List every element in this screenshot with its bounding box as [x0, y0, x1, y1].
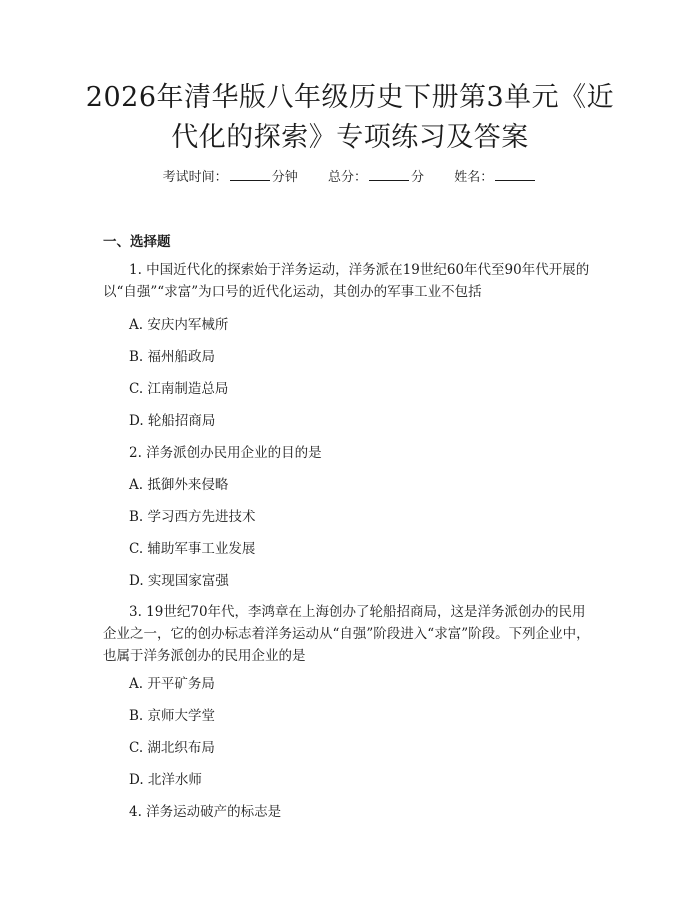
section-title: 一、选择题 — [103, 234, 171, 250]
name-label: 姓名： — [454, 170, 494, 185]
q3-option-b: B. 京师大学堂 — [129, 708, 216, 724]
q3-option-c: C. 湖北织布局 — [129, 740, 215, 756]
time-unit: 分钟 — [271, 170, 298, 185]
question-1: 1. 中国近代化的探索始于洋务运动，洋务派在19世纪60年代至90年代开展的以“自强”“求富”为口号的近代化运动，其创办的军事工业不包括 — [103, 262, 590, 300]
q2-option-b: B. 学习西方先进技术 — [129, 509, 256, 525]
q1-option-b: B. 福州船政局 — [129, 349, 216, 365]
q2-option-a: A. 抵御外来侵略 — [129, 477, 229, 493]
question-3: 3. 19世纪70年代，李鸿章在上海创办了轮船招商局，这是洋务派创办的民用企业之一，它的创办标志着洋务运动从“自强”阶段进入“求富”阶段。下列企业中，也属于洋务派创办的民用企业的是 — [103, 604, 590, 664]
q1-option-c: C. 江南制造总局 — [129, 381, 229, 397]
time-label: 考试时间： — [162, 170, 228, 185]
q1-option-d: D. 轮船招商局 — [129, 413, 216, 429]
time-blank — [230, 168, 270, 181]
score-blank — [369, 168, 409, 181]
document-title: 2026年清华版八年级历史下册第3单元《近代化的探索》专项练习及答案 — [85, 82, 615, 153]
score-label: 总分： — [327, 170, 367, 185]
question-2: 2. 洋务派创办民用企业的目的是 — [129, 445, 322, 461]
q3-option-d: D. 北洋水师 — [129, 772, 202, 788]
score-unit: 分 — [411, 170, 425, 185]
name-blank — [495, 168, 535, 181]
q1-option-a: A. 安庆内军械所 — [129, 317, 229, 333]
q3-option-a: A. 开平矿务局 — [129, 676, 215, 692]
question-4: 4. 洋务运动破产的标志是 — [129, 804, 282, 820]
exam-meta — [0, 168, 700, 188]
q2-option-d: D. 实现国家富强 — [129, 573, 229, 589]
q2-option-c: C. 辅助军事工业发展 — [129, 541, 256, 557]
